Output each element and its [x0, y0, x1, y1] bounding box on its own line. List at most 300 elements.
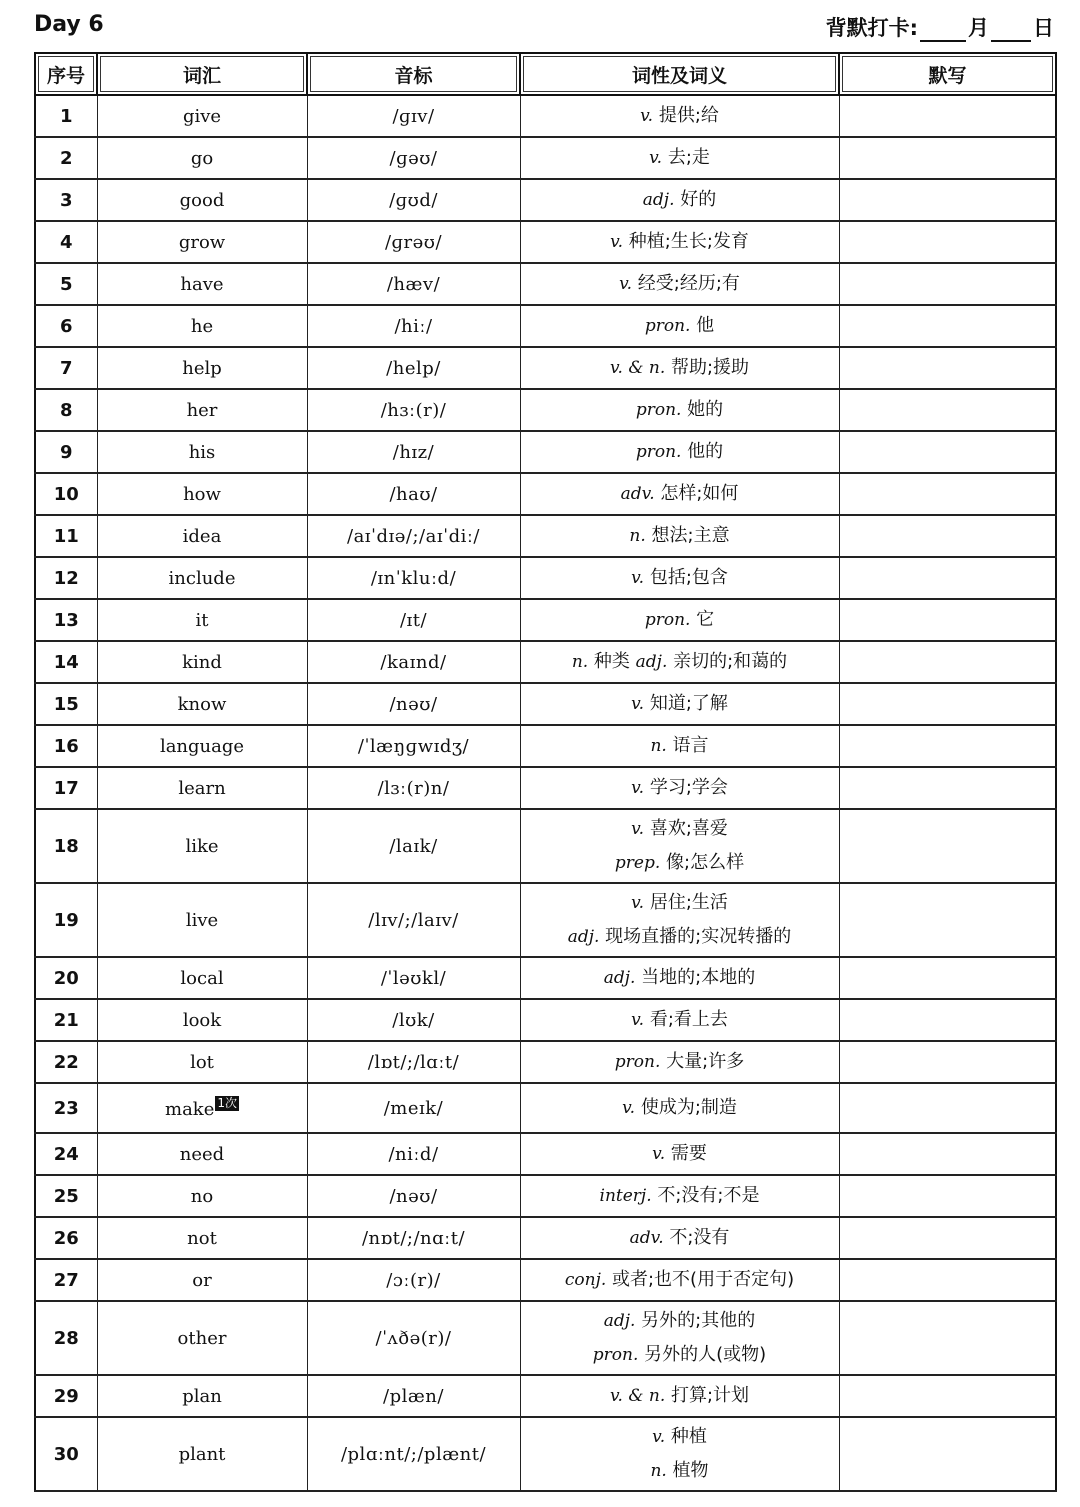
meaning-text: 她的 — [681, 399, 724, 420]
meaning-text: 帮助;援助 — [665, 357, 750, 378]
definition — [520, 515, 839, 557]
definition — [520, 683, 839, 725]
meaning-text: 居住;生活 — [644, 892, 728, 913]
definition — [520, 767, 839, 809]
column-header-phonetic: 音标 — [307, 53, 520, 95]
table-row — [35, 1417, 1056, 1491]
part-of-speech: prep. — [614, 853, 661, 873]
meaning-text: 语言 — [666, 735, 709, 756]
vocab-word-text: plant — [178, 1443, 226, 1465]
row-number: 26 — [35, 1217, 97, 1259]
phonetic: /haʊ/ — [307, 473, 520, 515]
part-of-speech: adj. — [603, 968, 636, 988]
meaning-text: 怎样;如何 — [654, 483, 739, 504]
dictation-cell[interactable] — [839, 957, 1056, 999]
table-row — [35, 95, 1056, 137]
part-of-speech: pron. — [644, 610, 691, 630]
meaning-text: 不;没有 — [663, 1227, 730, 1248]
meaning-text: 他的 — [681, 441, 724, 462]
definition-line — [521, 1420, 839, 1454]
part-of-speech: v. & n. — [609, 1386, 666, 1406]
day-blank[interactable] — [991, 20, 1031, 42]
checkin-label: 背默打卡: — [825, 16, 918, 40]
vocab-word-text: or — [192, 1269, 212, 1291]
table-row — [35, 179, 1056, 221]
meaning-text: 种植;生长;发育 — [623, 231, 749, 252]
table-row — [35, 641, 1056, 683]
definition — [520, 883, 839, 957]
vocab-word-text: go — [190, 147, 214, 169]
row-number: 16 — [35, 725, 97, 767]
phonetic: /ˈlæŋɡwɪdʒ/ — [307, 725, 520, 767]
phonetic: /nɒt/;/nɑːt/ — [307, 1217, 520, 1259]
table-row — [35, 1041, 1056, 1083]
definition — [520, 1417, 839, 1491]
part-of-speech: v. — [649, 148, 663, 168]
definition-line — [521, 1045, 839, 1079]
dictation-cell[interactable] — [839, 883, 1056, 957]
vocab-word — [97, 809, 307, 883]
phonetic: /ɡɪv/ — [307, 95, 520, 137]
dictation-cell[interactable] — [839, 1175, 1056, 1217]
vocabulary-table — [34, 52, 1057, 1492]
meaning-text: 像;怎么样 — [660, 852, 745, 873]
definition-line — [521, 141, 839, 175]
row-number: 13 — [35, 599, 97, 641]
definition — [520, 641, 839, 683]
definition — [520, 1217, 839, 1259]
meaning-text: 知道;了解 — [644, 693, 728, 714]
meaning-text: 打算;计划 — [665, 1385, 750, 1406]
vocab-word — [97, 999, 307, 1041]
dictation-cell[interactable] — [839, 347, 1056, 389]
dictation-cell[interactable] — [839, 557, 1056, 599]
table-row — [35, 809, 1056, 883]
dictation-cell[interactable] — [839, 999, 1056, 1041]
month-label: 月 — [968, 16, 989, 40]
phonetic: /plɑːnt/;/plænt/ — [307, 1417, 520, 1491]
meaning-text: 种植 — [665, 1426, 707, 1447]
phonetic: /ɪt/ — [307, 599, 520, 641]
vocab-word — [97, 957, 307, 999]
vocab-word — [97, 1259, 307, 1301]
meaning-text: 不;没有;不是 — [651, 1185, 760, 1206]
vocab-word — [97, 641, 307, 683]
definition-line — [521, 1221, 839, 1255]
definition — [520, 1375, 839, 1417]
dictation-cell[interactable] — [839, 809, 1056, 883]
vocab-word — [97, 473, 307, 515]
definition — [520, 389, 839, 431]
part-of-speech: v. — [610, 232, 624, 252]
row-number: 30 — [35, 1417, 97, 1491]
vocab-word — [97, 137, 307, 179]
meaning-text: 需要 — [665, 1143, 707, 1164]
row-number: 28 — [35, 1301, 97, 1375]
definition — [520, 999, 839, 1041]
vocab-word-text: like — [185, 835, 219, 857]
row-number: 23 — [35, 1083, 97, 1133]
meaning-text: 包括;包含 — [644, 567, 728, 588]
definition-line — [521, 1003, 839, 1037]
definition-line — [521, 687, 839, 721]
vocab-word — [97, 431, 307, 473]
part-of-speech: adv. — [620, 484, 655, 504]
definition-line — [521, 477, 839, 511]
dictation-cell[interactable] — [839, 305, 1056, 347]
definition — [520, 809, 839, 883]
phonetic: /nəʊ/ — [307, 683, 520, 725]
table-row — [35, 221, 1056, 263]
vocab-word — [97, 1133, 307, 1175]
part-of-speech: v. — [631, 819, 645, 839]
vocab-word — [97, 725, 307, 767]
vocab-word-text: make — [165, 1099, 215, 1120]
definition-line — [521, 846, 839, 880]
part-of-speech: conj. — [564, 1270, 607, 1290]
dictation-cell[interactable] — [839, 179, 1056, 221]
vocab-word — [97, 515, 307, 557]
dictation-cell[interactable] — [839, 431, 1056, 473]
dictation-cell[interactable] — [839, 389, 1056, 431]
meaning-text: 当地的;本地的 — [635, 967, 756, 988]
part-of-speech: pron. — [635, 400, 682, 420]
table-row — [35, 1217, 1056, 1259]
dictation-cell[interactable] — [839, 1417, 1056, 1491]
vocab-word-text: it — [195, 609, 209, 631]
part-of-speech: v. — [652, 1144, 666, 1164]
table-row — [35, 883, 1056, 957]
meaning-text: 植物 — [666, 1460, 709, 1481]
row-number: 15 — [35, 683, 97, 725]
vocab-word — [97, 179, 307, 221]
definition — [520, 473, 839, 515]
phonetic: /hɪz/ — [307, 431, 520, 473]
part-of-speech: v. — [631, 778, 645, 798]
vocab-word — [97, 557, 307, 599]
part-of-speech: adj. — [603, 1311, 636, 1331]
definition — [520, 957, 839, 999]
part-of-speech: n. — [629, 526, 646, 546]
vocab-word — [97, 883, 307, 957]
vocab-word-text: help — [182, 357, 222, 379]
dictation-cell[interactable] — [839, 599, 1056, 641]
meaning-text: 想法;主意 — [645, 525, 730, 546]
definition-line — [521, 1137, 839, 1171]
definition — [520, 557, 839, 599]
row-number: 27 — [35, 1259, 97, 1301]
table-row — [35, 347, 1056, 389]
vocab-word-text: language — [159, 735, 245, 757]
vocab-word — [97, 305, 307, 347]
vocab-word-text: know — [177, 693, 227, 715]
row-number: 17 — [35, 767, 97, 809]
column-header-number: 序号 — [35, 53, 97, 95]
meaning-text: 好的 — [674, 189, 717, 210]
definition — [520, 221, 839, 263]
vocab-word-text: his — [188, 441, 216, 463]
meaning-text: 种类 — [588, 651, 636, 672]
vocab-word-text: live — [185, 909, 219, 931]
phonetic: /hɜː(r)/ — [307, 389, 520, 431]
table-row — [35, 725, 1056, 767]
definition-line — [521, 812, 839, 846]
table-row — [35, 1259, 1056, 1301]
part-of-speech: n. — [650, 736, 667, 756]
table-row — [35, 515, 1056, 557]
definition-line — [521, 183, 839, 217]
definition — [520, 1083, 839, 1133]
part-of-speech: v. — [640, 106, 654, 126]
definition-line — [521, 920, 839, 954]
vocab-word — [97, 263, 307, 305]
definition-line — [521, 1179, 839, 1213]
phonetic: /lɒt/;/lɑːt/ — [307, 1041, 520, 1083]
dictation-cell[interactable] — [839, 683, 1056, 725]
dictation-cell[interactable] — [839, 1259, 1056, 1301]
vocab-word — [97, 1417, 307, 1491]
dictation-cell[interactable] — [839, 1133, 1056, 1175]
column-header-definition: 词性及词义 — [520, 53, 839, 95]
dictation-cell[interactable] — [839, 641, 1056, 683]
vocab-word-text: need — [179, 1143, 225, 1165]
part-of-speech: n. — [571, 652, 589, 672]
dictation-cell[interactable] — [839, 1217, 1056, 1259]
meaning-text: 喜欢;喜爱 — [644, 818, 728, 839]
phonetic: /ˈləʊkl/ — [307, 957, 520, 999]
part-of-speech: pron. — [635, 442, 682, 462]
part-of-speech: v. — [631, 694, 645, 714]
definition-line — [521, 645, 839, 679]
definition — [520, 1259, 839, 1301]
definition-line — [521, 886, 839, 920]
row-number: 21 — [35, 999, 97, 1041]
dictation-cell[interactable] — [839, 263, 1056, 305]
definition — [520, 599, 839, 641]
part-of-speech: pron. — [592, 1345, 639, 1365]
table-row — [35, 473, 1056, 515]
vocab-word-text: other — [177, 1327, 227, 1349]
vocab-word-text: lot — [190, 1051, 214, 1073]
part-of-speech: v. & n. — [609, 358, 666, 378]
vocab-word-text: good — [179, 189, 225, 211]
vocab-word — [97, 389, 307, 431]
meaning-text: 或者;也不(用于否定句) — [606, 1269, 795, 1290]
dictation-cell[interactable] — [839, 1301, 1056, 1375]
definition — [520, 431, 839, 473]
vocab-word-text: grow — [178, 231, 226, 253]
phonetic: /nəʊ/ — [307, 1175, 520, 1217]
row-number: 5 — [35, 263, 97, 305]
phonetic: /laɪk/ — [307, 809, 520, 883]
meaning-text: 另外的;其他的 — [635, 1310, 756, 1331]
part-of-speech: pron. — [614, 1052, 661, 1072]
dictation-cell[interactable] — [839, 1083, 1056, 1133]
row-number: 20 — [35, 957, 97, 999]
dictation-cell[interactable] — [839, 725, 1056, 767]
vocab-word-text: he — [190, 315, 214, 337]
definition-line — [521, 267, 839, 301]
phonetic: /ɡʊd/ — [307, 179, 520, 221]
meaning-text: 他 — [690, 315, 715, 336]
meaning-text: 大量;许多 — [660, 1051, 745, 1072]
row-number: 18 — [35, 809, 97, 883]
column-header-dictation: 默写 — [839, 53, 1056, 95]
row-number: 14 — [35, 641, 97, 683]
dictation-cell[interactable] — [839, 95, 1056, 137]
meaning-text: 它 — [690, 609, 715, 630]
vocab-word-text: plan — [182, 1385, 222, 1407]
dictation-cell[interactable] — [839, 221, 1056, 263]
vocab-word — [97, 347, 307, 389]
vocab-word-text: learn — [178, 777, 226, 799]
definition-line — [521, 1338, 839, 1372]
column-header-word: 词汇 — [97, 53, 307, 95]
meaning-text: 现场直播的;实况转播的 — [599, 926, 792, 947]
phonetic: /ɡrəʊ/ — [307, 221, 520, 263]
part-of-speech: v. — [622, 1098, 636, 1118]
row-number: 11 — [35, 515, 97, 557]
page-header — [34, 12, 1054, 46]
table-row — [35, 557, 1056, 599]
definition — [520, 263, 839, 305]
definition-line — [521, 1379, 839, 1413]
table-row — [35, 1175, 1056, 1217]
row-number: 9 — [35, 431, 97, 473]
part-of-speech: v. — [631, 568, 645, 588]
dictation-cell[interactable] — [839, 137, 1056, 179]
meaning-text: 学习;学会 — [644, 777, 728, 798]
vocab-word — [97, 683, 307, 725]
vocab-word-text: idea — [182, 525, 222, 547]
row-number: 8 — [35, 389, 97, 431]
part-of-speech: adv. — [629, 1228, 664, 1248]
definition-line — [521, 561, 839, 595]
table-row — [35, 431, 1056, 473]
definition-line — [521, 225, 839, 259]
part-of-speech: v. — [652, 1427, 666, 1447]
definition-line — [521, 1454, 839, 1488]
day-title: Day 6 — [34, 12, 104, 37]
table-row — [35, 305, 1056, 347]
vocab-word — [97, 221, 307, 263]
phonetic: /lʊk/ — [307, 999, 520, 1041]
vocab-word — [97, 1083, 307, 1133]
vocab-word — [97, 95, 307, 137]
part-of-speech: pron. — [644, 316, 691, 336]
vocab-word — [97, 767, 307, 809]
vocab-word-text: have — [180, 273, 224, 295]
meaning-text: 另外的人(或物) — [638, 1344, 767, 1365]
table-row — [35, 767, 1056, 809]
table-row — [35, 957, 1056, 999]
part-of-speech: v. — [631, 1010, 645, 1030]
vocab-word-text: give — [182, 105, 222, 127]
dictation-cell[interactable] — [839, 767, 1056, 809]
vocab-word — [97, 1375, 307, 1417]
definition-line — [521, 393, 839, 427]
row-number: 25 — [35, 1175, 97, 1217]
definition — [520, 137, 839, 179]
definition — [520, 1301, 839, 1375]
definition-line — [521, 603, 839, 637]
part-of-speech: adj. — [567, 927, 600, 947]
meaning-text: 使成为;制造 — [635, 1097, 737, 1118]
part-of-speech: v. — [619, 274, 633, 294]
meaning-text: 提供;给 — [653, 105, 719, 126]
vocab-word — [97, 1217, 307, 1259]
row-number: 6 — [35, 305, 97, 347]
vocab-word-text: look — [182, 1009, 222, 1031]
definition-line — [521, 99, 839, 133]
row-number: 10 — [35, 473, 97, 515]
row-number: 1 — [35, 95, 97, 137]
part-of-speech: v. — [631, 893, 645, 913]
month-blank[interactable] — [920, 20, 966, 42]
phonetic: /ɪnˈkluːd/ — [307, 557, 520, 599]
row-number: 22 — [35, 1041, 97, 1083]
checkin-field — [826, 12, 1054, 42]
phonetic: /kaɪnd/ — [307, 641, 520, 683]
meaning-text: 去;走 — [662, 147, 710, 168]
part-of-speech: n. — [650, 1461, 667, 1481]
definition — [520, 305, 839, 347]
day-label: 日 — [1033, 16, 1054, 40]
dictation-cell[interactable] — [839, 1375, 1056, 1417]
table-row — [35, 1133, 1056, 1175]
definition — [520, 725, 839, 767]
dictation-cell[interactable] — [839, 473, 1056, 515]
row-number: 12 — [35, 557, 97, 599]
vocab-word-text: include — [168, 567, 236, 589]
definition-line — [521, 771, 839, 805]
definition-line — [521, 519, 839, 553]
part-of-speech: interj. — [599, 1186, 652, 1206]
row-number: 3 — [35, 179, 97, 221]
definition — [520, 347, 839, 389]
definition-line — [521, 351, 839, 385]
table-row — [35, 1301, 1056, 1375]
vocab-word-text: kind — [182, 651, 222, 673]
vocab-word-text: not — [187, 1227, 217, 1249]
vocab-word — [97, 1041, 307, 1083]
definition-line — [521, 961, 839, 995]
meaning-text: 经受;经历;有 — [632, 273, 740, 294]
definition-line — [521, 1263, 839, 1297]
vocab-word-text: her — [186, 399, 218, 421]
table-header-row — [35, 53, 1056, 95]
row-number: 4 — [35, 221, 97, 263]
vocab-word-text: no — [190, 1185, 214, 1207]
definition-line — [521, 309, 839, 343]
definition — [520, 179, 839, 221]
row-number: 24 — [35, 1133, 97, 1175]
phonetic: /hæv/ — [307, 263, 520, 305]
dictation-cell[interactable] — [839, 515, 1056, 557]
definition — [520, 1133, 839, 1175]
phonetic: /ɡəʊ/ — [307, 137, 520, 179]
phonetic: /help/ — [307, 347, 520, 389]
table-row — [35, 683, 1056, 725]
part-of-speech: adj. — [642, 190, 675, 210]
definition-line — [521, 435, 839, 469]
phonetic: /niːd/ — [307, 1133, 520, 1175]
phonetic: /plæn/ — [307, 1375, 520, 1417]
dictation-cell[interactable] — [839, 1041, 1056, 1083]
phonetic: /hiː/ — [307, 305, 520, 347]
vocab-word — [97, 1301, 307, 1375]
phonetic: /lɜː(r)n/ — [307, 767, 520, 809]
